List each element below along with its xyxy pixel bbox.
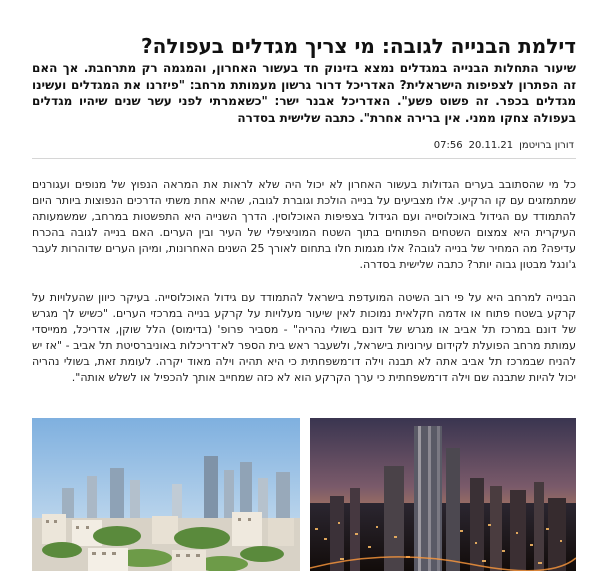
article-meta	[428, 139, 574, 152]
article-date: 20.11.21	[468, 140, 514, 151]
article-subtitle: שיעור התחלות הבנייה במגדלים נמצא בזינוק חד בעשור האחרון, והמגמה רק מתרחבת. אך האם זה הפתרון לצפיפות הישראלית? האדריכל דרור גרשון מעמותת מרחב: "פיזרנו את המגדלים ועשינו מגדלים בכפר. זה פשוט פשע". האדריכל אבנר ישר: "כשאמרתי לפני עשר שנים שיהיו מגדלים בעפולה צחקו ממני. אין ברירה אחרת". כתבה שלישית בסדרה	[32, 61, 576, 125]
article-headline: דילמת הבנייה לגובה: מי צריך מגדלים בעפולה?	[141, 34, 576, 58]
article-paragraph-2: הבנייה למרחב היא על פי רוב השיטה המועדפת בישראל להתמודד עם גידול האוכלוסייה. בעיקר כיוון שהעלויות על קרקע בשטח פתוח או אדמה חקלאית נמוכות לאין שיעור מעלויות על קרקע בנייה במרכזי הערים. "כשיש לך מגרש של דונם במרכז תל אביב או מגרש של דונם בשולי נהריה" - מסביר פרופ' (בדימוס) הלל שוקן, אדריכל, ממייסדי עמותת מרחב הפועלת לקידום עירוניות בישראל, ולשעבר ראש בית הספר לא־דריכלות באוניברסיטת תל אביב - "אז יש להניח שבמרכז תל אביב אתה לא תבנה וילה דו־משפחתית כי היא תהיה וילה מאוד יקרה. לעומת זאת, בשולי נהריה יכול להיות שתבנה שם וילה דו־משפחתית כי ערך הקרקע הוא לא כזה שמחייב אותך להכפיל או לשלש אותה".	[32, 291, 576, 384]
article-author[interactable]: דורון ברויטמן	[519, 140, 574, 151]
article-paragraph-1: כל מי שהסתובב בערים הגדולות בעשור האחרון לא יכול היה שלא לראות את המראה הנפוץ של מנופים ועגורנים שמתמזגים עם קו הרקיע. אלו מצביעים על בנייה הולכת וגוברת לגובה, שהיא אחת משתי הדרכים הנפוצות ביותר היום להתמודד עם הגידול באוכלוסייה ועם הגידול בצפיפות האוכלוסין. הדרך השנייה היא התפשטות במרחב, שמשמעותה העיקרית היא צמצום השטחים הפתוחים בתוך השטח המוניציפלי של העיר ובין הערים. האם בנייה לגובה בהכרח עדיפה? מה המחיר של בנייה לגובה? אלו מגמות חלו בתחום לאורך 25 השנים האחרונות, ומיהן הערים שדוהרות לעבר ג'ונגל מבטון גבוה יותר? כתבה שלישית בסדרה.	[32, 178, 576, 271]
divider	[32, 158, 576, 159]
night-skyline-image	[310, 418, 576, 571]
daytime-city-photo[interactable]	[32, 418, 300, 571]
night-skyline-photo[interactable]	[310, 418, 576, 571]
daytime-city-image	[32, 418, 300, 571]
article-time: 07:56	[433, 140, 463, 151]
